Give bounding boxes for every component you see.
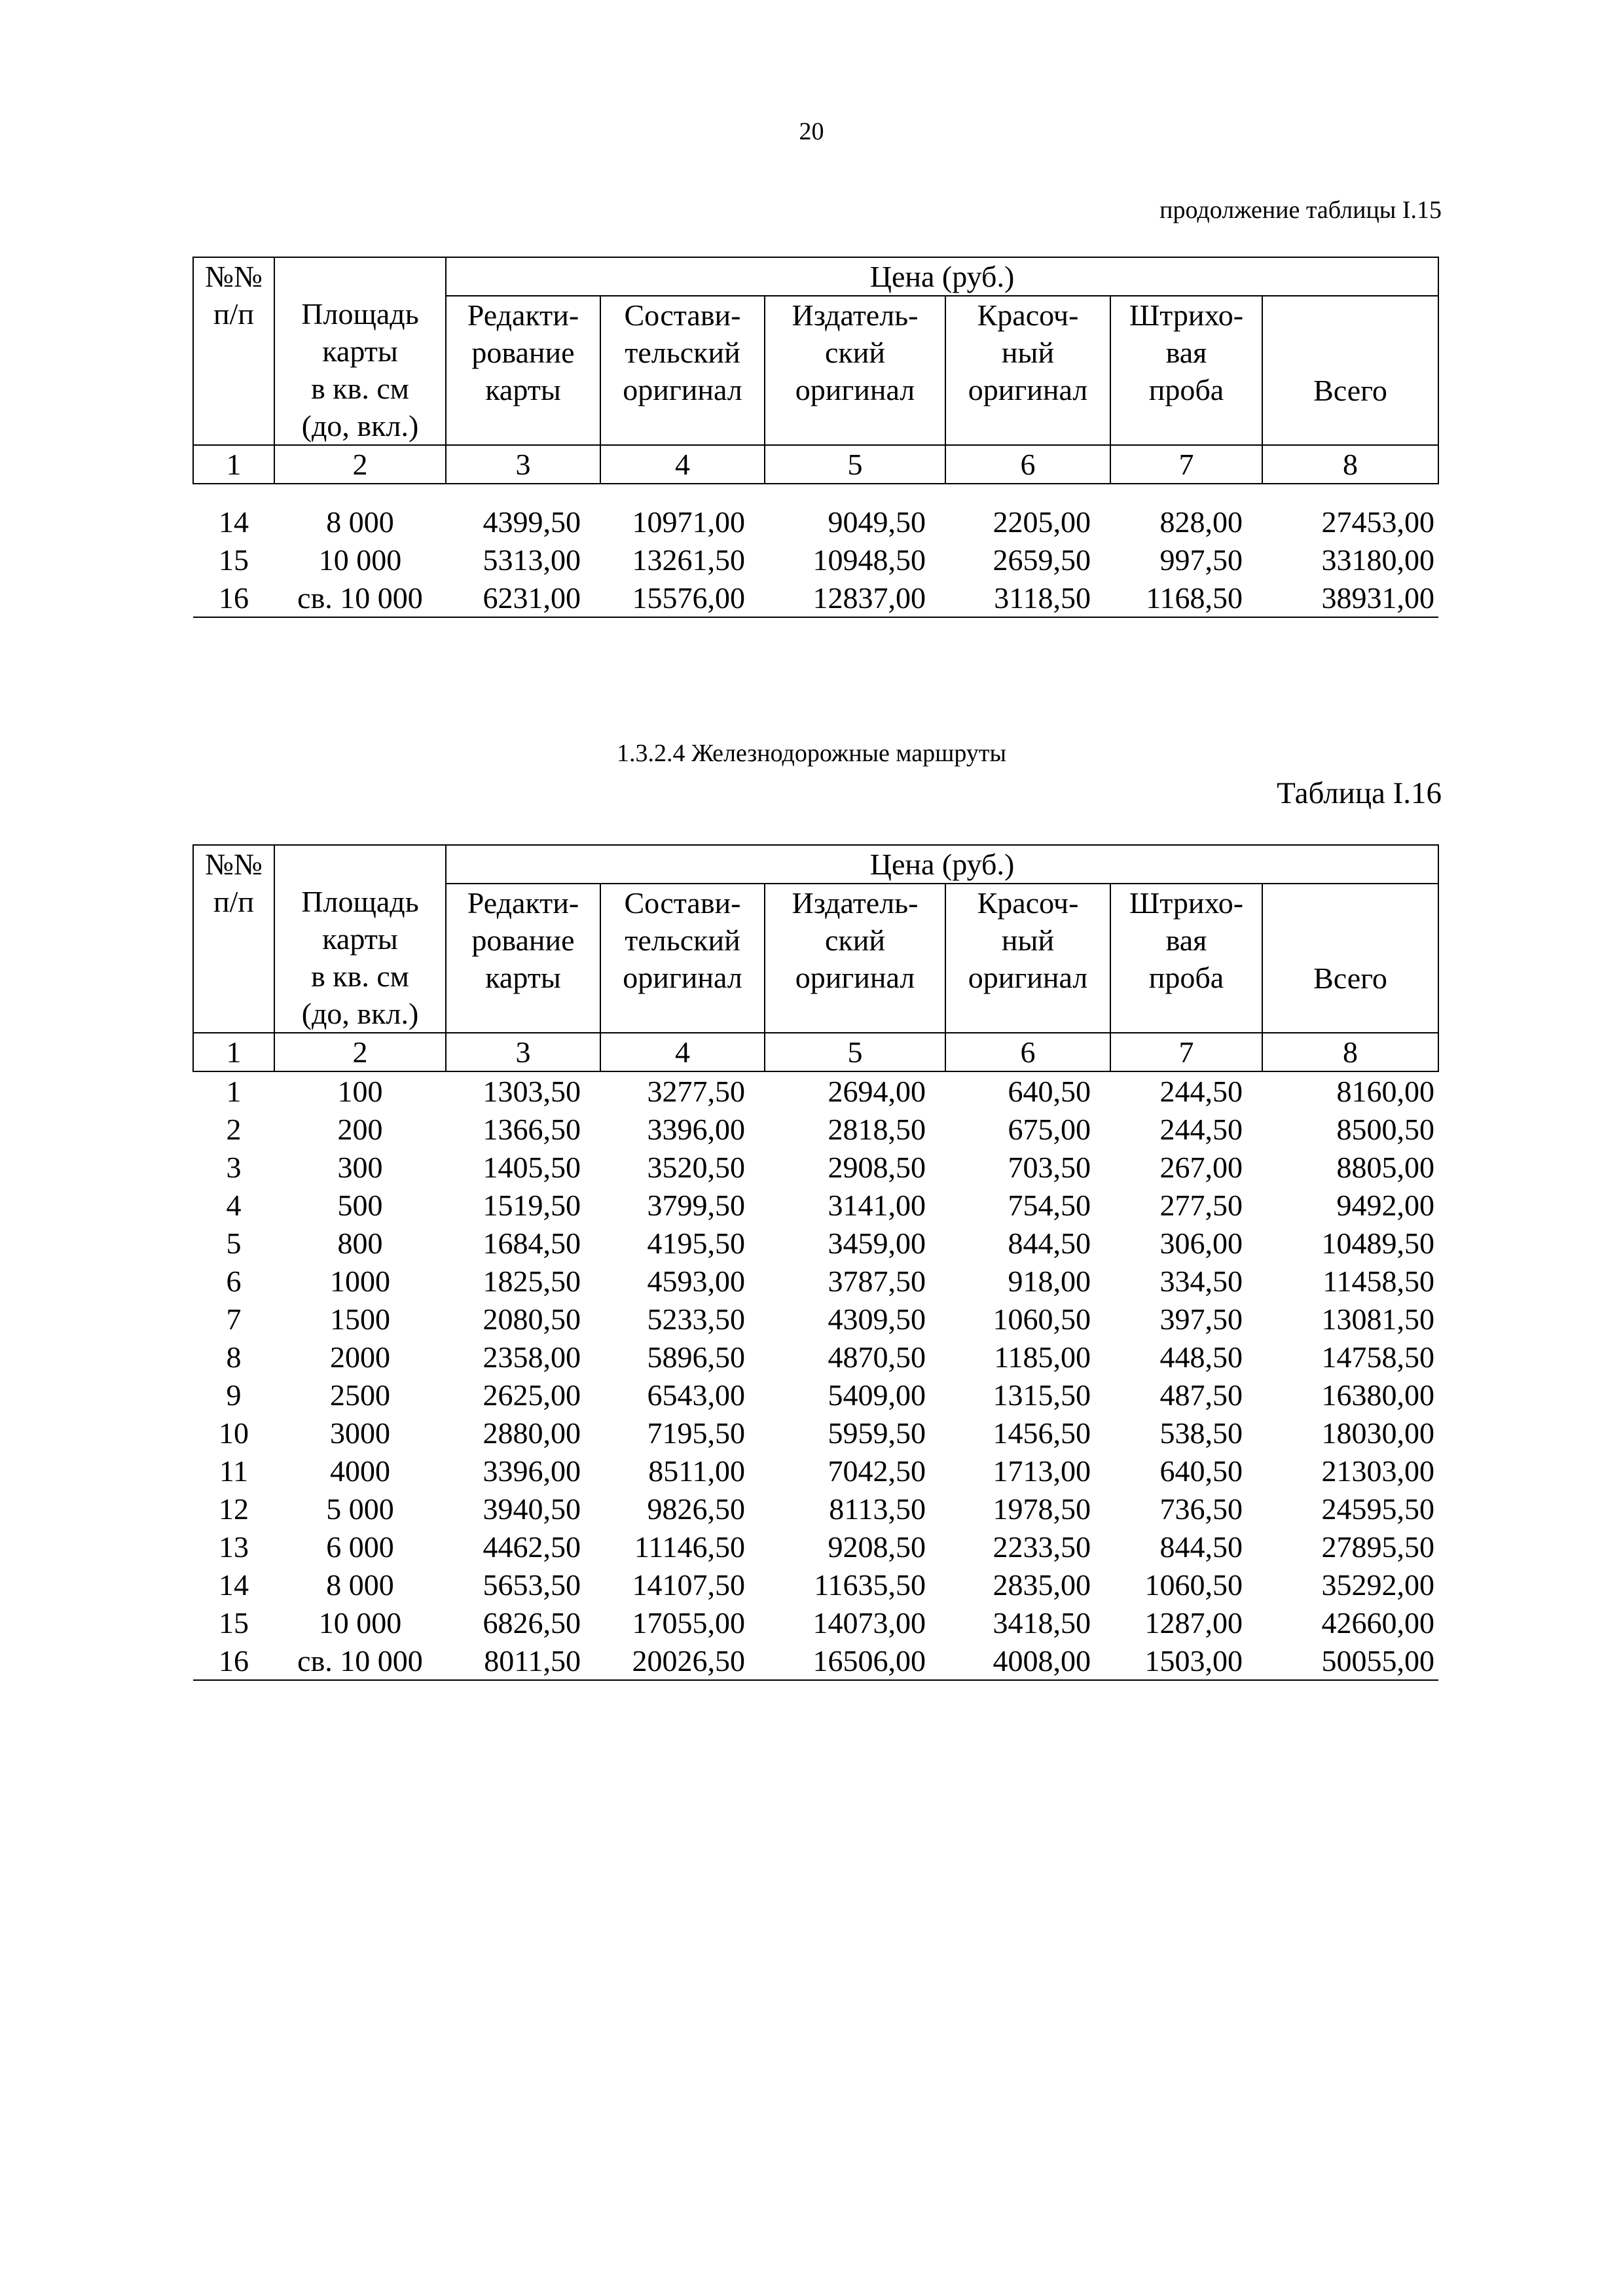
table-row [193,1452,1438,1490]
table-body [193,484,1438,617]
row-number: 2 [226,1112,242,1146]
compiler-price: 13261,50 [632,543,745,577]
row-number: 14 [219,505,249,539]
total-price: 11458,50 [1322,1264,1435,1298]
color-price: 675,00 [1008,1112,1091,1146]
total-price: 13081,50 [1321,1302,1435,1336]
editing-price: 4462,50 [483,1530,581,1564]
table-row [193,1186,1438,1224]
row-number: 16 [193,1641,274,1680]
page-number: 20 [799,118,824,145]
publisher-price: 2908,50 [828,1150,926,1184]
column-number: 6 [945,445,1110,484]
total-price: 35292,00 [1321,1568,1435,1602]
proof-price: 244,50 [1159,1112,1243,1146]
proof-price: 736,50 [1159,1492,1243,1526]
color-price: 2205,00 [993,505,1091,539]
compiler-price: 6543,00 [647,1378,745,1412]
row-number: 3 [226,1150,242,1184]
color-price: 640,50 [1008,1074,1091,1108]
table-row [193,579,1438,617]
total-price: 18030,00 [1321,1416,1435,1450]
total-price: 8805,00 [1336,1150,1435,1184]
editing-price: 3940,50 [483,1492,581,1526]
area-value: 10 000 [318,1605,402,1640]
proof-price: 1287,00 [1144,1605,1243,1640]
color-price: 1060,50 [993,1302,1091,1336]
editing-price: 8011,50 [446,1641,600,1680]
editing-price: 1684,50 [483,1226,581,1260]
publisher-price: 4870,50 [828,1340,926,1374]
proof-price: 306,00 [1159,1226,1243,1260]
total-price: 8500,50 [1336,1112,1435,1146]
header-area: Площадь карты в кв. см (до, вкл.) [274,845,446,1033]
table-row [193,1148,1438,1186]
table-body [193,1071,1438,1680]
area-value: 100 [337,1074,383,1108]
column-number: 7 [1110,1033,1262,1071]
color-price: 703,50 [1008,1150,1091,1184]
header-compiler: Состави- тельский оригинал [600,296,765,445]
row-number: 15 [219,1605,249,1640]
row-number: 10 [219,1416,249,1450]
editing-price: 1519,50 [483,1188,581,1222]
proof-price: 277,50 [1159,1188,1243,1222]
publisher-price: 16506,00 [765,1641,945,1680]
compiler-price: 5896,50 [647,1340,745,1374]
publisher-price: 11635,50 [814,1568,926,1602]
row-number: 7 [226,1302,242,1336]
column-number: 8 [1262,1033,1438,1071]
publisher-price: 9049,50 [828,505,926,539]
table-row [193,1300,1438,1338]
header-editing: Редакти- рование карты [446,296,600,445]
proof-price: 844,50 [1159,1530,1243,1564]
area-value: 2000 [330,1340,390,1374]
table-row [193,1071,1438,1110]
editing-price: 4399,50 [483,505,581,539]
row-number: 16 [193,579,274,617]
column-number: 4 [600,445,765,484]
table-row [193,1528,1438,1566]
editing-price: 1405,50 [483,1150,581,1184]
column-number: 2 [274,445,446,484]
proof-price: 640,50 [1159,1454,1243,1488]
color-price: 1978,50 [993,1492,1091,1526]
publisher-price: 2818,50 [828,1112,926,1146]
column-number: 1 [193,1033,274,1071]
publisher-price: 4309,50 [828,1302,926,1336]
compiler-price: 5233,50 [647,1302,745,1336]
table-caption: Таблица I.16 [1277,776,1442,810]
row-number: 9 [226,1378,242,1412]
publisher-price: 8113,50 [829,1492,926,1526]
compiler-price: 17055,00 [632,1605,745,1640]
header-proof: Штрихо- вая проба [1110,884,1262,1033]
header-color: Красоч- ный оригинал [945,296,1110,445]
column-number: 3 [446,445,600,484]
header-price-group: Цена (руб.) [446,257,1438,296]
compiler-price: 4195,50 [647,1226,745,1260]
row-number: 6 [226,1264,242,1298]
area-value: 3000 [330,1416,390,1450]
proof-price: 1168,50 [1110,579,1262,617]
column-number: 4 [600,1033,765,1071]
compiler-price: 10971,00 [632,505,745,539]
header-total: Всего [1262,296,1438,445]
total-price: 16380,00 [1321,1378,1435,1412]
color-price: 1456,50 [993,1416,1091,1450]
compiler-price: 8511,00 [648,1454,745,1488]
header-no: №№ п/п [193,845,274,1033]
table-header [193,257,1438,484]
row-number: 12 [219,1492,249,1526]
color-price: 1185,00 [994,1340,1091,1374]
editing-price: 2625,00 [483,1378,581,1412]
publisher-price: 9208,50 [828,1530,926,1564]
editing-price: 2080,50 [483,1302,581,1336]
compiler-price: 3396,00 [647,1112,745,1146]
color-price: 2835,00 [993,1568,1091,1602]
compiler-price: 14107,50 [632,1568,745,1602]
color-price: 844,50 [1008,1226,1091,1260]
column-number: 6 [945,1033,1110,1071]
table-header [193,845,1438,1071]
editing-price: 1303,50 [483,1074,581,1108]
publisher-price: 14073,00 [812,1605,926,1640]
color-price: 4008,00 [945,1641,1110,1680]
area-value: 500 [337,1188,383,1222]
compiler-price: 20026,50 [600,1641,765,1680]
table-row [193,1262,1438,1300]
column-number: 1 [193,445,274,484]
header-publisher: Издатель- ский оригинал [765,296,945,445]
header-total: Всего [1262,884,1438,1033]
total-price: 9492,00 [1336,1188,1435,1222]
column-number: 5 [765,445,945,484]
header-compiler: Состави- тельский оригинал [600,884,765,1033]
row-number: 8 [226,1340,242,1374]
area-value: св. 10 000 [274,579,446,617]
color-price: 2659,50 [993,543,1091,577]
row-number: 5 [226,1226,242,1260]
publisher-price: 7042,50 [828,1454,926,1488]
header-proof: Штрихо- вая проба [1110,296,1262,445]
publisher-price: 3787,50 [828,1264,926,1298]
section-heading: 1.3.2.4 Железнодорожные маршруты [617,740,1006,767]
table-row [193,1338,1438,1376]
area-value: 1500 [330,1302,390,1336]
row-number: 4 [226,1188,242,1222]
table-i15-continued [192,257,1439,618]
publisher-price: 12837,00 [765,579,945,617]
table-row [193,1224,1438,1262]
table-row [193,1566,1438,1604]
column-number: 8 [1262,445,1438,484]
column-number-row [193,1033,1438,1071]
header-no: №№ п/п [193,257,274,445]
total-price: 8160,00 [1336,1074,1435,1108]
editing-price: 5653,50 [483,1568,581,1602]
total-price: 27895,50 [1321,1530,1435,1564]
area-value: 8 000 [326,505,394,539]
compiler-price: 4593,00 [647,1264,745,1298]
header-area: Площадь карты в кв. см (до, вкл.) [274,257,446,445]
proof-price: 828,00 [1159,505,1243,539]
column-number: 3 [446,1033,600,1071]
total-price: 38931,00 [1262,579,1438,617]
publisher-price: 2694,00 [828,1074,926,1108]
compiler-price: 9826,50 [647,1492,745,1526]
table-row [193,484,1438,541]
proof-price: 538,50 [1159,1416,1243,1450]
compiler-price: 15576,00 [600,579,765,617]
area-value: 6 000 [326,1530,394,1564]
publisher-price: 10948,50 [812,543,926,577]
table-row [193,1604,1438,1641]
color-price: 3418,50 [993,1605,1091,1640]
area-value: 800 [337,1226,383,1260]
proof-price: 334,50 [1159,1264,1243,1298]
table-row [193,1376,1438,1414]
editing-price: 5313,00 [483,543,581,577]
compiler-price: 11146,50 [634,1530,745,1564]
editing-price: 6231,00 [446,579,600,617]
row-number: 11 [219,1454,249,1488]
editing-price: 2358,00 [483,1340,581,1374]
total-price: 10489,50 [1321,1226,1435,1260]
area-value: 8 000 [326,1568,394,1602]
area-value: 4000 [330,1454,390,1488]
editing-price: 6826,50 [483,1605,581,1640]
publisher-price: 5959,50 [828,1416,926,1450]
publisher-price: 5409,00 [828,1378,926,1412]
editing-price: 2880,00 [483,1416,581,1450]
color-price: 1315,50 [993,1378,1091,1412]
color-price: 2233,50 [993,1530,1091,1564]
table-row [193,541,1438,579]
column-number-row [193,445,1438,484]
publisher-price: 3459,00 [828,1226,926,1260]
publisher-price: 3141,00 [828,1188,926,1222]
compiler-price: 7195,50 [647,1416,745,1450]
area-value: св. 10 000 [274,1641,446,1680]
total-price: 27453,00 [1321,505,1435,539]
total-price: 14758,50 [1321,1340,1435,1374]
area-value: 1000 [330,1264,390,1298]
proof-price: 997,50 [1159,543,1243,577]
compiler-price: 3520,50 [647,1150,745,1184]
column-number: 2 [274,1033,446,1071]
header-color: Красоч- ный оригинал [945,884,1110,1033]
proof-price: 244,50 [1159,1074,1243,1108]
row-number: 13 [219,1530,249,1564]
table-i16 [192,844,1439,1681]
editing-price: 3396,00 [483,1454,581,1488]
table-row [193,1414,1438,1452]
compiler-price: 3277,50 [647,1074,745,1108]
area-value: 10 000 [318,543,402,577]
area-value: 2500 [330,1378,390,1412]
row-number: 1 [226,1074,242,1108]
compiler-price: 3799,50 [647,1188,745,1222]
area-value: 5 000 [326,1492,394,1526]
total-price: 33180,00 [1321,543,1435,577]
area-value: 200 [337,1112,383,1146]
table-row [193,1110,1438,1148]
area-value: 300 [337,1150,383,1184]
total-price: 21303,00 [1321,1454,1435,1488]
proof-price: 1060,50 [1144,1568,1243,1602]
proof-price: 448,50 [1159,1340,1243,1374]
total-price: 50055,00 [1262,1641,1438,1680]
color-price: 754,50 [1008,1188,1091,1222]
column-number: 5 [765,1033,945,1071]
editing-price: 1366,50 [483,1112,581,1146]
proof-price: 267,00 [1159,1150,1243,1184]
proof-price: 487,50 [1159,1378,1243,1412]
header-publisher: Издатель- ский оригинал [765,884,945,1033]
header-price-group: Цена (руб.) [446,845,1438,884]
table-row [193,1641,1438,1680]
color-price: 3118,50 [945,579,1110,617]
total-price: 24595,50 [1321,1492,1435,1526]
row-number: 15 [219,543,249,577]
proof-price: 1503,00 [1110,1641,1262,1680]
table-row [193,1490,1438,1528]
total-price: 42660,00 [1321,1605,1435,1640]
continuation-note: продолжение таблицы I.15 [1159,196,1442,224]
header-editing: Редакти- рование карты [446,884,600,1033]
row-number: 14 [219,1568,249,1602]
color-price: 918,00 [1008,1264,1091,1298]
column-number: 7 [1110,445,1262,484]
proof-price: 397,50 [1159,1302,1243,1336]
editing-price: 1825,50 [483,1264,581,1298]
color-price: 1713,00 [993,1454,1091,1488]
